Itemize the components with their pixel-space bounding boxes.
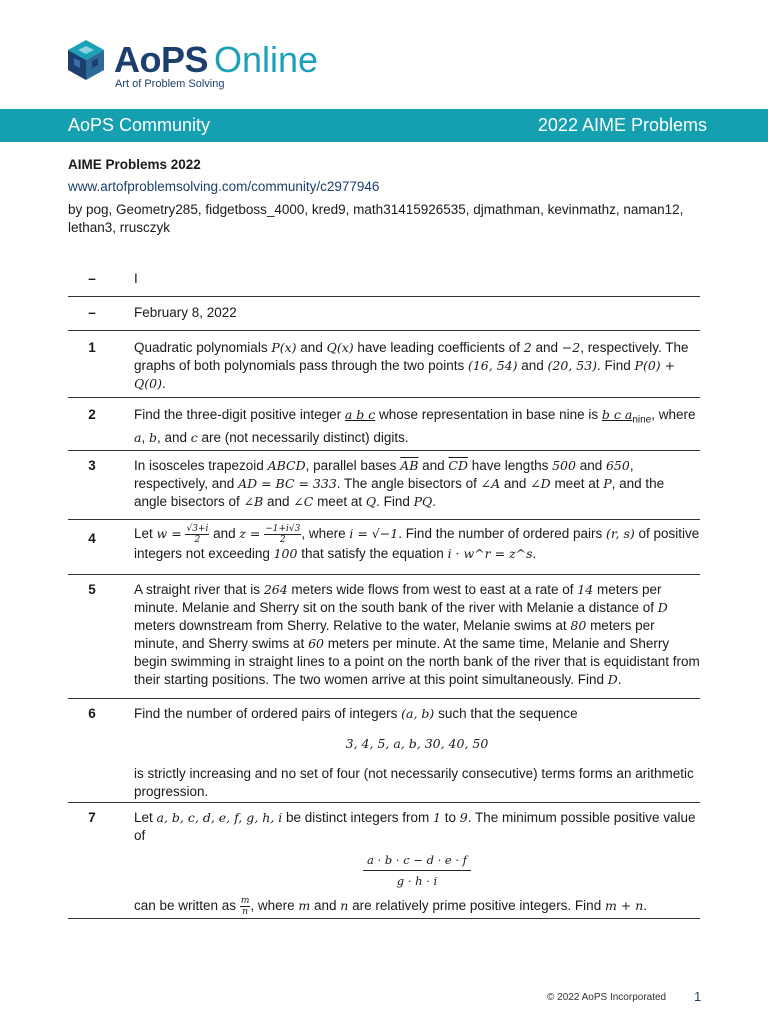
community-link[interactable]: www.artofproblemsolving.com/community/c2977946 [68, 179, 380, 194]
page-number: 1 [694, 989, 702, 1004]
cube-logo-icon [66, 38, 106, 82]
problem-text: Let w = $\frac{√3+i}{2}$ and z = $\frac{-1+i√3}{2}$ , where i = √−1. Find the number of ordered pairs (r, s) of positive integers not exceeding 100 that satisfy the equation i · w^r = z^s. [134, 523, 700, 561]
document-title: AIME Problems 2022 [68, 157, 201, 172]
row-marker: – [88, 304, 96, 320]
problem-row [68, 330, 700, 397]
problem-number: 7 [88, 809, 96, 825]
logo-wordmark [114, 38, 318, 82]
problem-row [68, 450, 700, 519]
problem-number: 3 [88, 457, 96, 473]
problem-number: 6 [88, 705, 96, 721]
row-marker: – [88, 271, 96, 286]
footer-copyright: © 2022 AoPS Incorporated [547, 992, 667, 1003]
banner-contest-title: 2022 AIME Problems [537, 115, 707, 135]
table-row [68, 262, 700, 296]
problem-text: Find the number of ordered pairs of integers (a, b) such that the sequence 3, 4, 5, a, b, 30, 40, 50 is strictly increasing and no set of four (not necessarily consecutive) terms forms an arithmetic progression. [116, 698, 700, 802]
problem-row [68, 802, 700, 918]
problem-number: 2 [88, 406, 96, 422]
section-label: I [134, 271, 138, 286]
table-row [68, 296, 700, 330]
display-sequence: 3, 4, 5, a, b, 30, 40, 50 [345, 735, 489, 751]
problem-row [68, 574, 700, 698]
contest-date: February 8, 2022 [134, 304, 237, 320]
problem-text: A straight river that is 264 meters wide flows from west to east at a rate of 14 meters per minute. Melanie and Sherry sit on the south bank of the river with Melanie a distance of D meters downstream from Sherry. Relative to the water, Melanie swims at 80 meters per minute, and Sherry swims at 60 meters per minute. At the same time, Melanie and Sherry begin swimming in straight lines to a point on the north bank of the river that is equidistant from their starting positions. The two women arrive at this point simultaneously. Find D. [134, 581, 700, 687]
banner-community: AoPS Community [68, 115, 211, 135]
problem-row [68, 397, 700, 450]
authors-line: by pog, Geometry285, fidgetboss_4000, kred9, math31415926535, djmathman, kevinmathz, naman12, lethan3, rrusczyk [68, 202, 684, 235]
logo-brand: AoPS [114, 39, 209, 80]
logo-product: Online [214, 39, 319, 80]
display-fraction: $\frac{a \cdot b \cdot c - d \cdot e \cdot f}{g \cdot h \cdot i}$ [134, 851, 700, 890]
document-meta [68, 156, 708, 237]
problem-number: 5 [88, 581, 96, 597]
problem-number: 1 [88, 339, 96, 355]
problem-row [68, 698, 700, 802]
problem-text: Find the three-digit positive integer a b c whose representation in base nine is b c $a_{nine}$, where a, b, and c are (not necessarily distinct) digits. [134, 406, 696, 446]
aops-logo [66, 36, 326, 96]
problem-number: 4 [88, 530, 96, 546]
logo-tagline: Art of Problem Solving [115, 78, 225, 90]
problems-table [68, 262, 700, 919]
problem-row [68, 519, 700, 574]
problem-text: Quadratic polynomials P(x) and Q(x) have leading coefficients of 2 and −2, respectively. The graphs of both polynomials pass through the two points (16, 54) and (20, 53). Find P(0) + Q(0). [134, 339, 689, 391]
problem-text: Let a, b, c, d, e, f, g, h, i be distinct integers from 1 to 9. The minimum possible positive value of $\frac{a \cdot b \cdot c - d \cdot e \cdot f}{g \cdot h \cdot i}$ can be written as $\frac{m}{n}$ , where m and n are relatively prime positive integers. Find m + n. [116, 802, 700, 918]
header-banner [0, 109, 768, 142]
problem-text: In isosceles trapezoid ABCD, parallel bases $\overline{AB}$ and $\overline{CD}$ have lengths 500 and 650, respectively, and AD = BC = 333. The angle bisectors of ∠A and ∠D meet at P, and the angle bisectors of ∠B and ∠C meet at Q. Find PQ. [134, 457, 665, 509]
